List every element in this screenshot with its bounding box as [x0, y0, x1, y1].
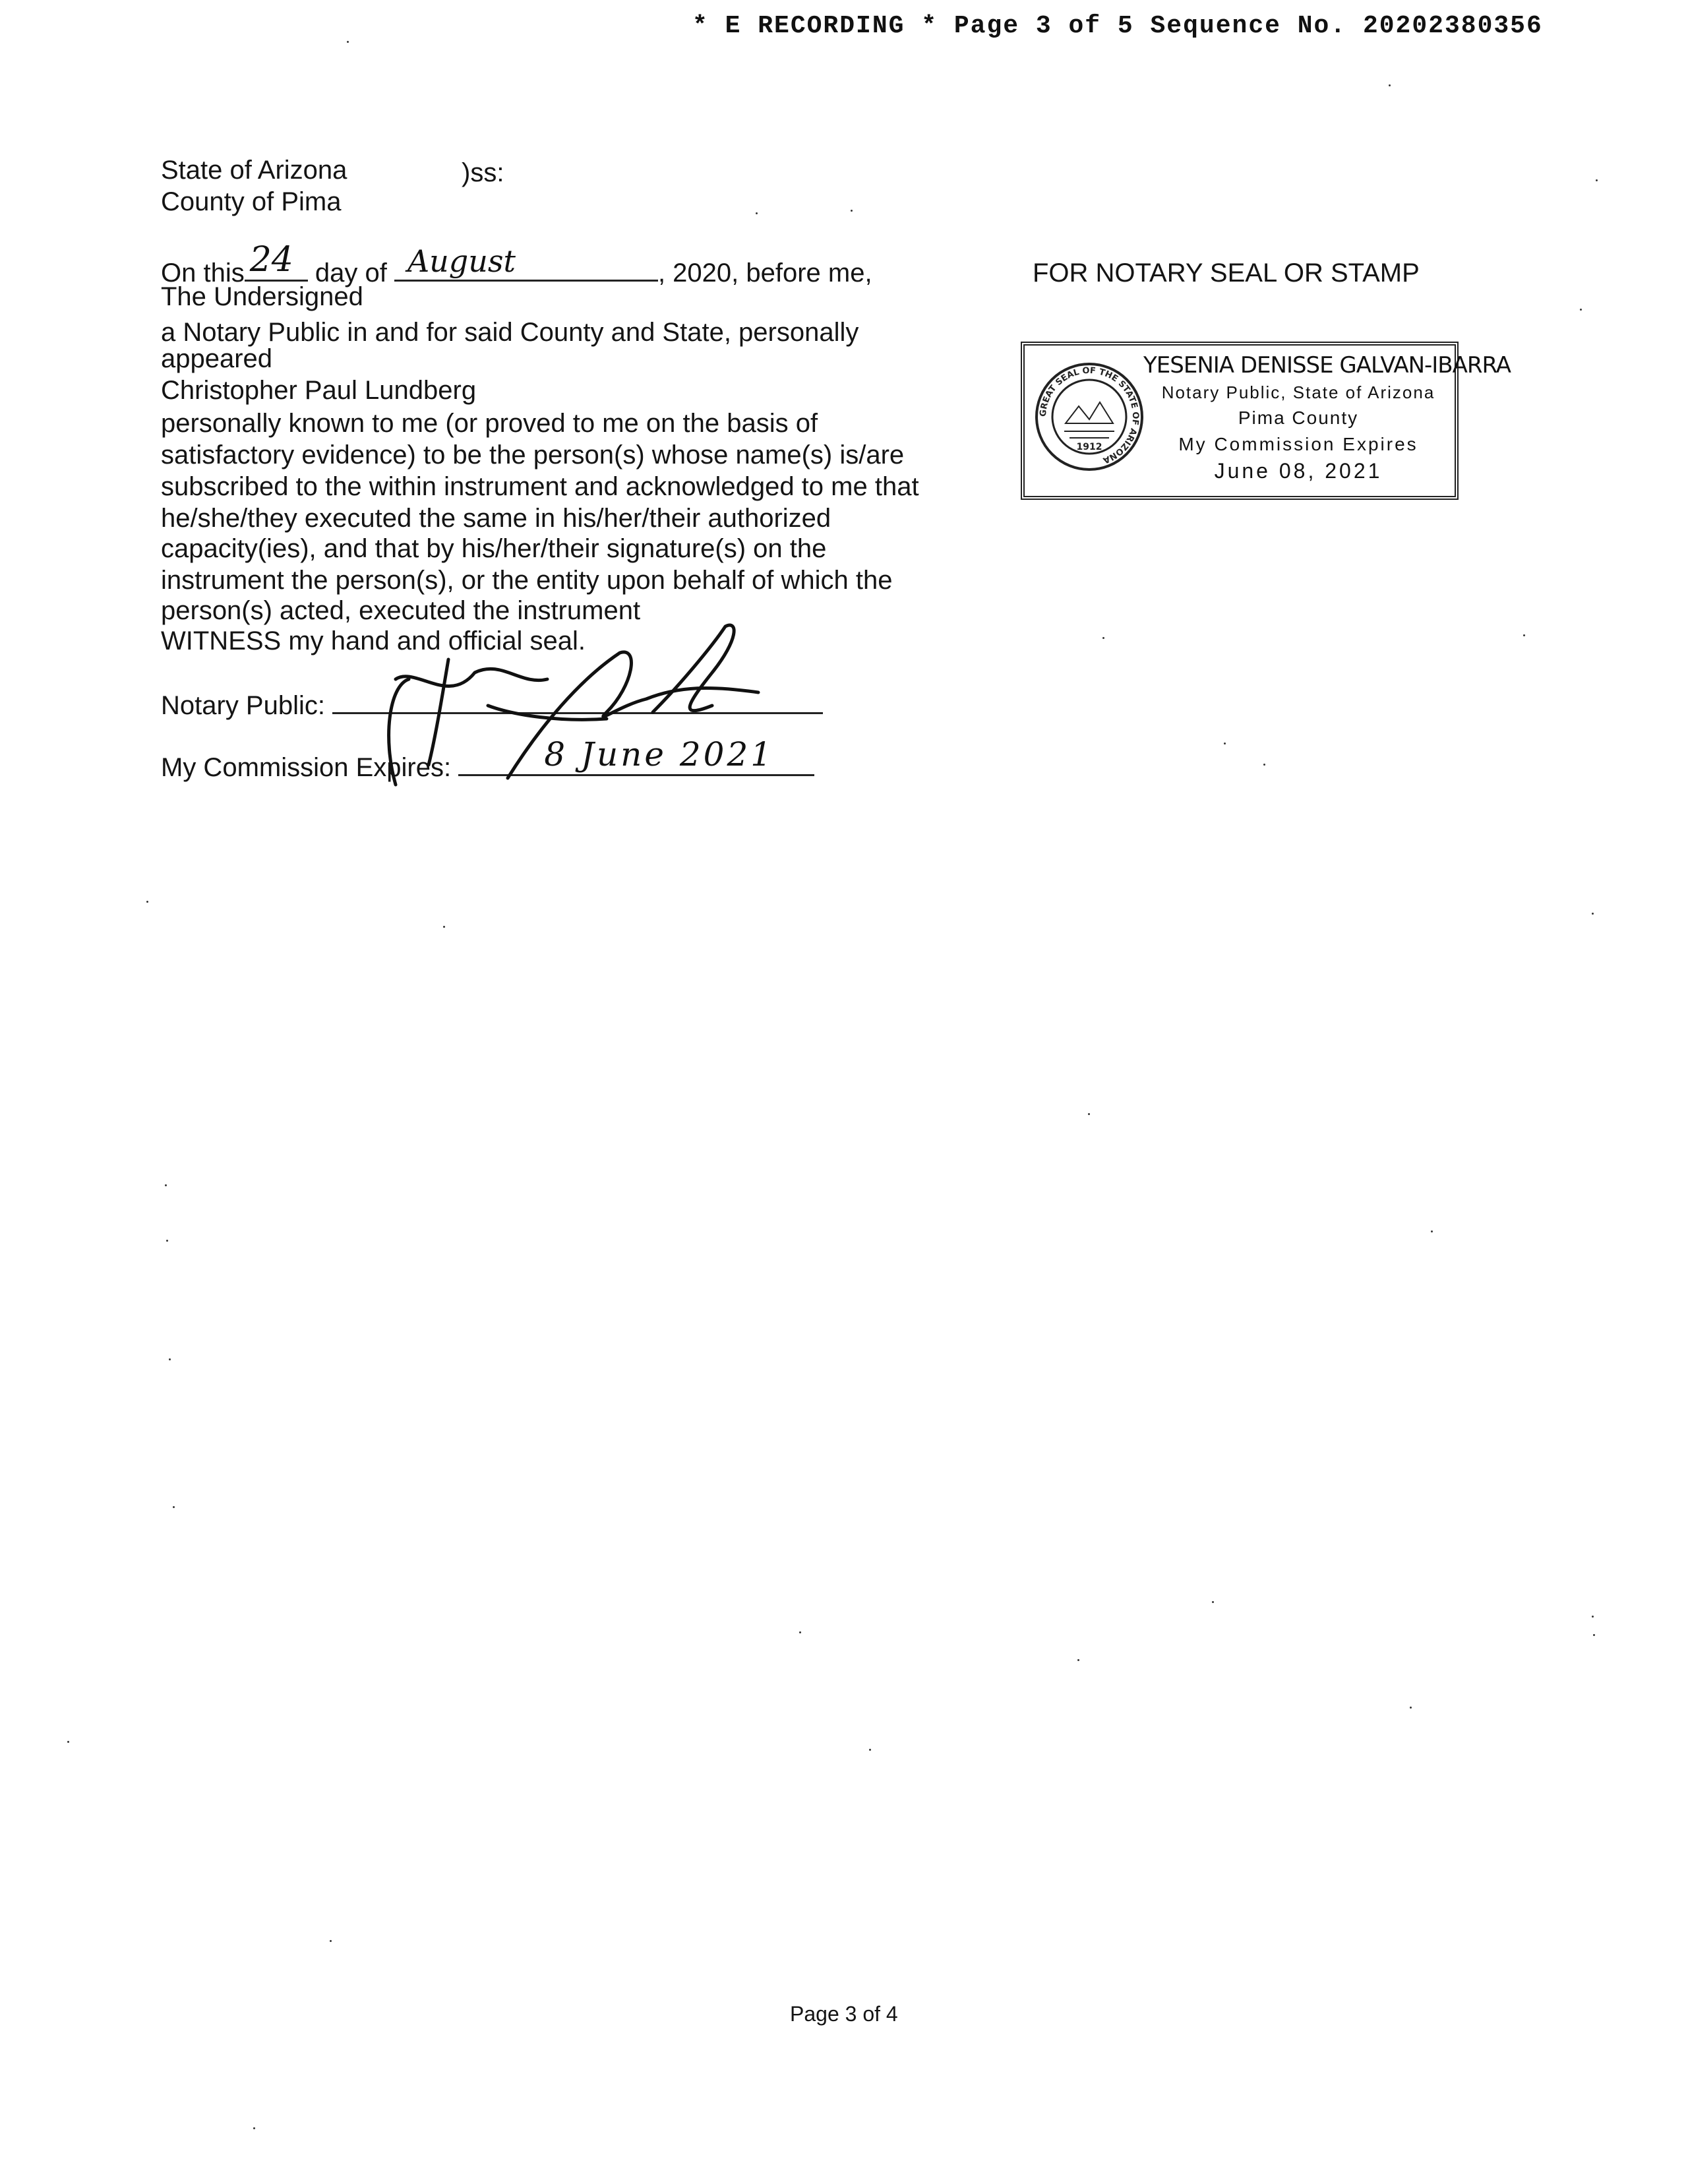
- venue-county: County of Pima: [161, 187, 342, 216]
- venue-ss: )ss:: [462, 158, 504, 187]
- scan-speck: [169, 1358, 171, 1360]
- stamp-name: YESENIA DENISSE GALVAN-IBARRA: [1143, 352, 1511, 379]
- scan-speck: [1596, 179, 1598, 181]
- venue-state: State of Arizona: [161, 156, 347, 185]
- day-handwritten: 24: [249, 240, 293, 280]
- stamp-line-2: Notary Public, State of Arizona: [1161, 382, 1435, 402]
- scan-speck: [1102, 637, 1104, 639]
- scan-speck: [1431, 1230, 1433, 1232]
- scan-speck: [851, 210, 853, 212]
- scan-speck: [1224, 743, 1226, 744]
- day-blank: [245, 240, 308, 282]
- seal-year: 1912: [1076, 442, 1102, 452]
- recording-header: * E RECORDING * Page 3 of 5 Sequence No. 20202380356: [692, 12, 1543, 40]
- commission-handwritten: 8 June 2021: [544, 735, 775, 774]
- stamp-line-5: June 08, 2021: [1214, 459, 1383, 483]
- body-line: instrument the person(s), or the entity upon behalf of which the: [161, 566, 893, 595]
- scan-speck: [330, 1940, 332, 1942]
- commission-label: My Commission Expires:: [161, 753, 452, 782]
- scan-speck: [146, 901, 148, 903]
- page-footer: Page 3 of 4: [790, 2002, 898, 2026]
- scan-speck: [1592, 1616, 1594, 1618]
- scan-speck: [1410, 1707, 1412, 1709]
- officer-name: The Undersigned: [161, 282, 363, 311]
- body-line: he/she/they executed the same in his/her/their authorized: [161, 504, 831, 533]
- seal-section-title: FOR NOTARY SEAL OR STAMP: [1033, 258, 1420, 288]
- scan-speck: [347, 41, 349, 43]
- scan-speck: [253, 2127, 255, 2129]
- year-text: , 2020, before me,: [657, 258, 872, 288]
- on-this-text: On this: [161, 258, 245, 288]
- body-line: satisfactory evidence) to be the person(s) whose name(s) is/are: [161, 440, 905, 470]
- month-blank: [394, 243, 658, 282]
- body-line: capacity(ies), and that by his/her/their signature(s) on the: [161, 534, 827, 563]
- stamp-line-3: Pima County: [1238, 408, 1359, 428]
- scan-speck: [173, 1506, 175, 1508]
- stamp-line-4: My Commission Expires: [1178, 434, 1418, 454]
- day-of-text: day of: [315, 258, 387, 288]
- scan-speck: [756, 212, 758, 214]
- scan-speck: [1592, 913, 1594, 915]
- notary-line: a Notary Public in and for said County and State, personally: [161, 318, 859, 347]
- body-line: personally known to me (or proved to me on the basis of: [161, 409, 818, 438]
- state-seal-icon: [1033, 360, 1146, 473]
- person-name: Christopher Paul Lundberg: [161, 376, 477, 405]
- scan-speck: [1593, 1634, 1595, 1636]
- body-line: person(s) acted, executed the instrument: [161, 596, 641, 625]
- scan-speck: [165, 1184, 167, 1186]
- scan-speck: [1088, 1113, 1090, 1115]
- appeared-text: appeared: [161, 344, 273, 373]
- body-line: subscribed to the within instrument and acknowledged to me that: [161, 472, 919, 501]
- notary-public-label: Notary Public:: [161, 691, 325, 720]
- scan-speck: [1580, 309, 1582, 311]
- scan-speck: [1212, 1601, 1214, 1603]
- notary-stamp: [1021, 342, 1511, 500]
- seal-ring-text: GREAT SEAL OF THE STATE OF ARIZONA: [1038, 365, 1141, 466]
- scan-speck: [1077, 1659, 1079, 1661]
- scan-speck: [1263, 764, 1265, 766]
- scan-speck: [1389, 84, 1391, 86]
- scan-speck: [799, 1631, 801, 1633]
- scan-speck: [67, 1741, 69, 1743]
- notary-signature: [369, 607, 844, 804]
- scan-speck: [869, 1749, 871, 1751]
- scan-speck: [1523, 634, 1525, 636]
- month-handwritten: August: [407, 243, 516, 279]
- witness-line: WITNESS my hand and official seal.: [161, 626, 586, 655]
- scan-speck: [443, 926, 445, 928]
- scan-speck: [166, 1240, 168, 1242]
